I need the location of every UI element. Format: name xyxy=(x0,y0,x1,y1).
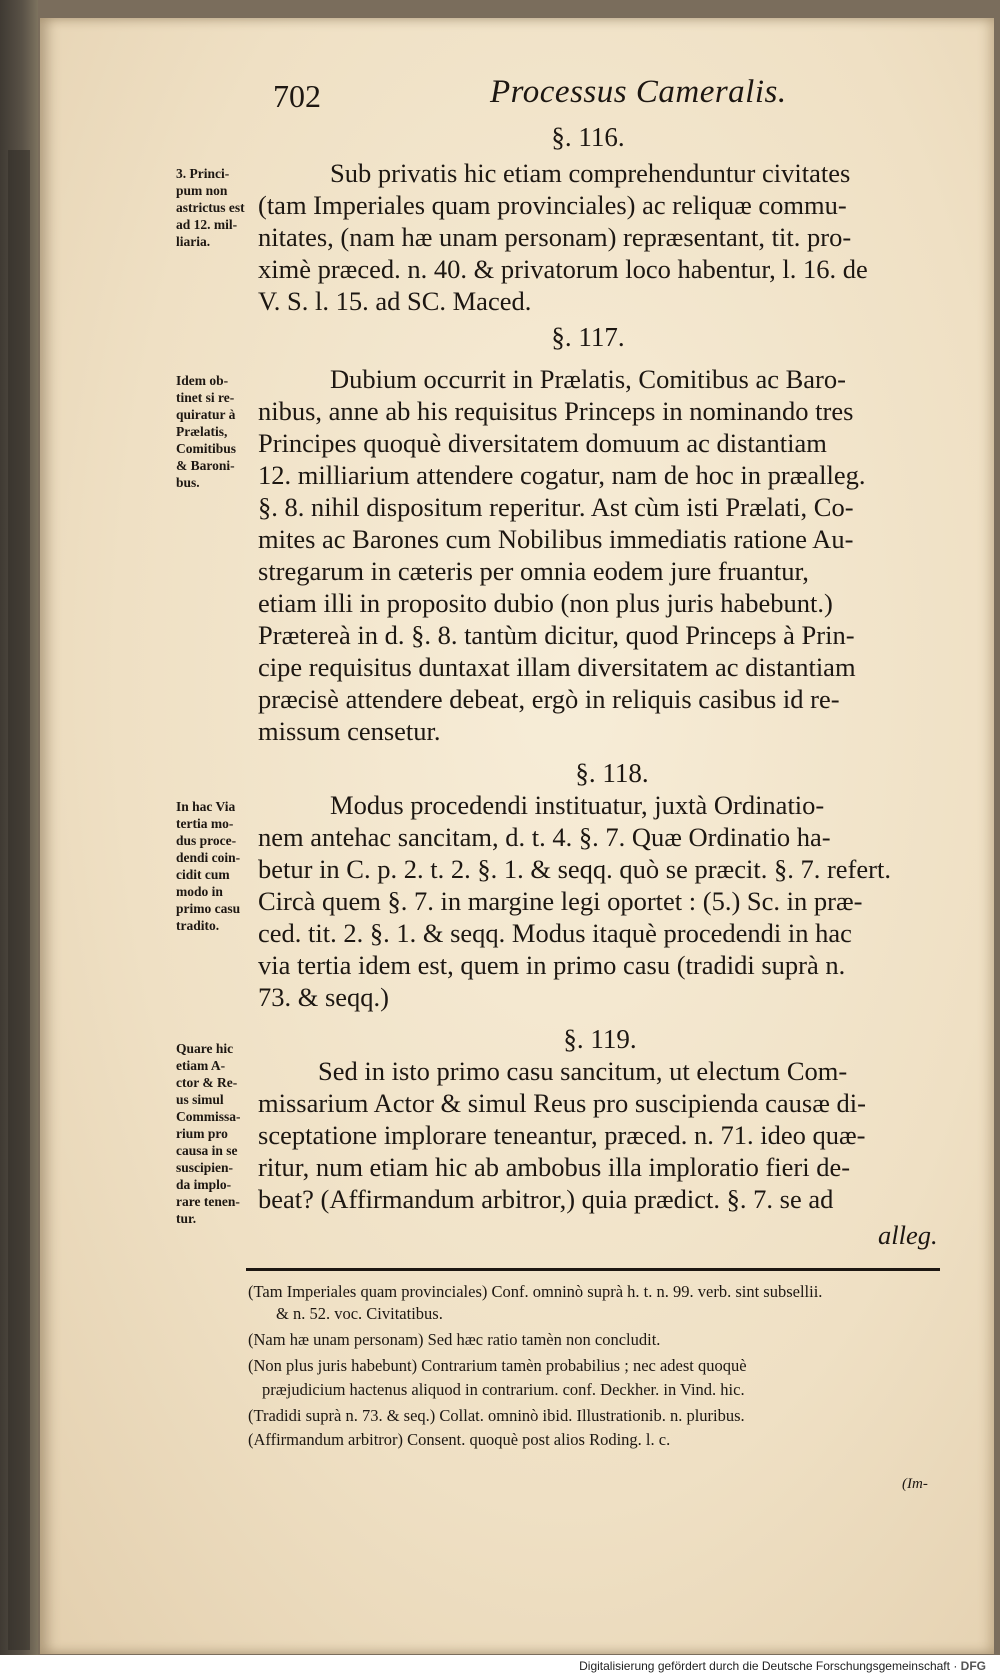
margin-note-117: Idem ob- tinet si re- quiratur à Prælatis, Comitibus & Baroni- bus. xyxy=(176,373,237,490)
text-line: Dubium occurrit in Prælatis, Comitibus ac Baro- xyxy=(330,364,846,394)
text-line: Sub privatis hic etiam comprehenduntur civitates xyxy=(330,158,851,188)
text-line: cipe requisitus duntaxat illam diversitatem ac distantiam xyxy=(258,652,856,682)
text-line: sceptatione implorare teneantur, præced. n. 71. ideo quæ- xyxy=(258,1120,866,1150)
text-line: via tertia idem est, quem in primo casu (tradidi suprà n. xyxy=(258,950,846,980)
footer-credit: Digitalisierung gefördert durch die Deutsche Forschungsgemeinschaft · DFG xyxy=(579,1659,986,1673)
footnote-line: (Tam Imperiales quam provinciales) Conf. omninò suprà h. t. n. 99. verb. sint subsellii. xyxy=(248,1282,823,1301)
section-heading-117: §. 117. xyxy=(551,322,625,352)
section-heading-119: §. 119. xyxy=(563,1024,637,1054)
footnote-line: & n. 52. voc. Civitatibus. xyxy=(276,1304,443,1323)
text-line: Modus procedendi instituatur, juxtà Ordinatio- xyxy=(330,790,825,820)
text-line: alleg. xyxy=(878,1220,938,1250)
digitization-footer xyxy=(0,1655,1000,1678)
section-heading-118: §. 118. xyxy=(575,758,649,788)
text-line: Prætereà in d. §. 8. tantùm dicitur, quod Princeps à Prin- xyxy=(258,620,855,650)
text-line: ced. tit. 2. §. 1. & seqq. Modus itaquè procedendi in hac xyxy=(258,918,852,948)
footnote-line: (Nam hæ unam personam) Sed hæc ratio tamèn non concludit. xyxy=(248,1330,661,1349)
text-line: etiam illi in proposito dubio (non plus juris habebunt.) xyxy=(258,588,833,618)
running-title: Processus Cameralis. xyxy=(490,74,787,110)
text-line: missum censetur. xyxy=(258,716,441,746)
text-line: præcisè attendere debeat, ergò in reliquis casibus id re- xyxy=(258,684,840,714)
text-line: Circà quem §. 7. in margine legi oportet : (5.) Sc. in præ- xyxy=(258,886,863,916)
text-line: nitates, (nam hæ unam personam) repræsentant, tit. pro- xyxy=(258,222,852,252)
page-number: 702 xyxy=(273,78,321,114)
book-spine xyxy=(0,0,38,1655)
text-line: stregarum in cæteris per omnia eodem jure fruantur, xyxy=(258,556,809,586)
text-line: §. 8. nihil dispositum reperitur. Ast cùm isti Prælati, Co- xyxy=(258,492,854,522)
text-line: 12. milliarium attendere cogatur, nam de hoc in præalleg. xyxy=(258,460,866,490)
text-line: betur in C. p. 2. t. 2. §. 1. & seqq. quò se præcit. §. 7. refert. xyxy=(258,854,891,884)
catchword: (Im- xyxy=(902,1476,928,1492)
text-line: V. S. l. 15. ad SC. Maced. xyxy=(258,286,532,316)
text-line: (tam Imperiales quam provinciales) ac reliquæ commu- xyxy=(258,190,847,220)
text-line: ximè præced. n. 40. & privatorum loco habentur, l. 16. de xyxy=(258,254,868,284)
margin-note-119: Quare hic etiam A- ctor & Re- us simul Commissa- rium pro causa in se suscipien- da implo- rare tenen- tur. xyxy=(176,1041,241,1226)
text-line: Principes quoquè diversitatem domuum ac distantiam xyxy=(258,428,827,458)
footnote-line: (Non plus juris habebunt) Contrarium tamèn probabilius ; nec adest quoquè xyxy=(248,1356,747,1375)
text-line: nibus, anne ab his requisitus Princeps in nominando tres xyxy=(258,396,854,426)
margin-note-118: In hac Via tertia mo- dus proce- dendi coin- cidit cum modo in primo casu tradito. xyxy=(176,799,241,933)
text-line: missarium Actor & simul Reus pro suscipienda causæ di- xyxy=(258,1088,866,1118)
page-header xyxy=(265,70,825,120)
text-line: ritur, num etiam hic ab ambobus illa imploratio fieri de- xyxy=(258,1152,851,1182)
text-line: mites ac Barones cum Nobilibus immediatis ratione Au- xyxy=(258,524,854,554)
text-line: beat? (Affirmandum arbitror,) quia prædict. §. 7. se ad xyxy=(258,1184,834,1214)
margin-note-116: 3. Princi- pum non astrictus est ad 12. mil- liaria. xyxy=(176,166,245,249)
footnote-rule xyxy=(246,1268,940,1271)
text-line: 73. & seqq.) xyxy=(258,982,390,1012)
dfg-logo: DFG xyxy=(960,1659,986,1673)
footnote-line: (Affirmandum arbitror) Consent. quoquè post alios Roding. l. c. xyxy=(248,1430,671,1449)
footnote-line: præjudicium hactenus aliquod in contrarium. conf. Deckher. in Vind. hic. xyxy=(262,1380,745,1399)
text-line: Sed in isto primo casu sancitum, ut electum Com- xyxy=(318,1056,848,1086)
footnote-line: (Tradidi suprà n. 73. & seq.) Collat. omninò ibid. Illustrationib. n. pluribus. xyxy=(248,1406,745,1425)
text-line: nem antehac sancitam, d. t. 4. §. 7. Quæ Ordinatio ha- xyxy=(258,822,831,852)
section-heading-116: §. 116. xyxy=(551,122,625,152)
